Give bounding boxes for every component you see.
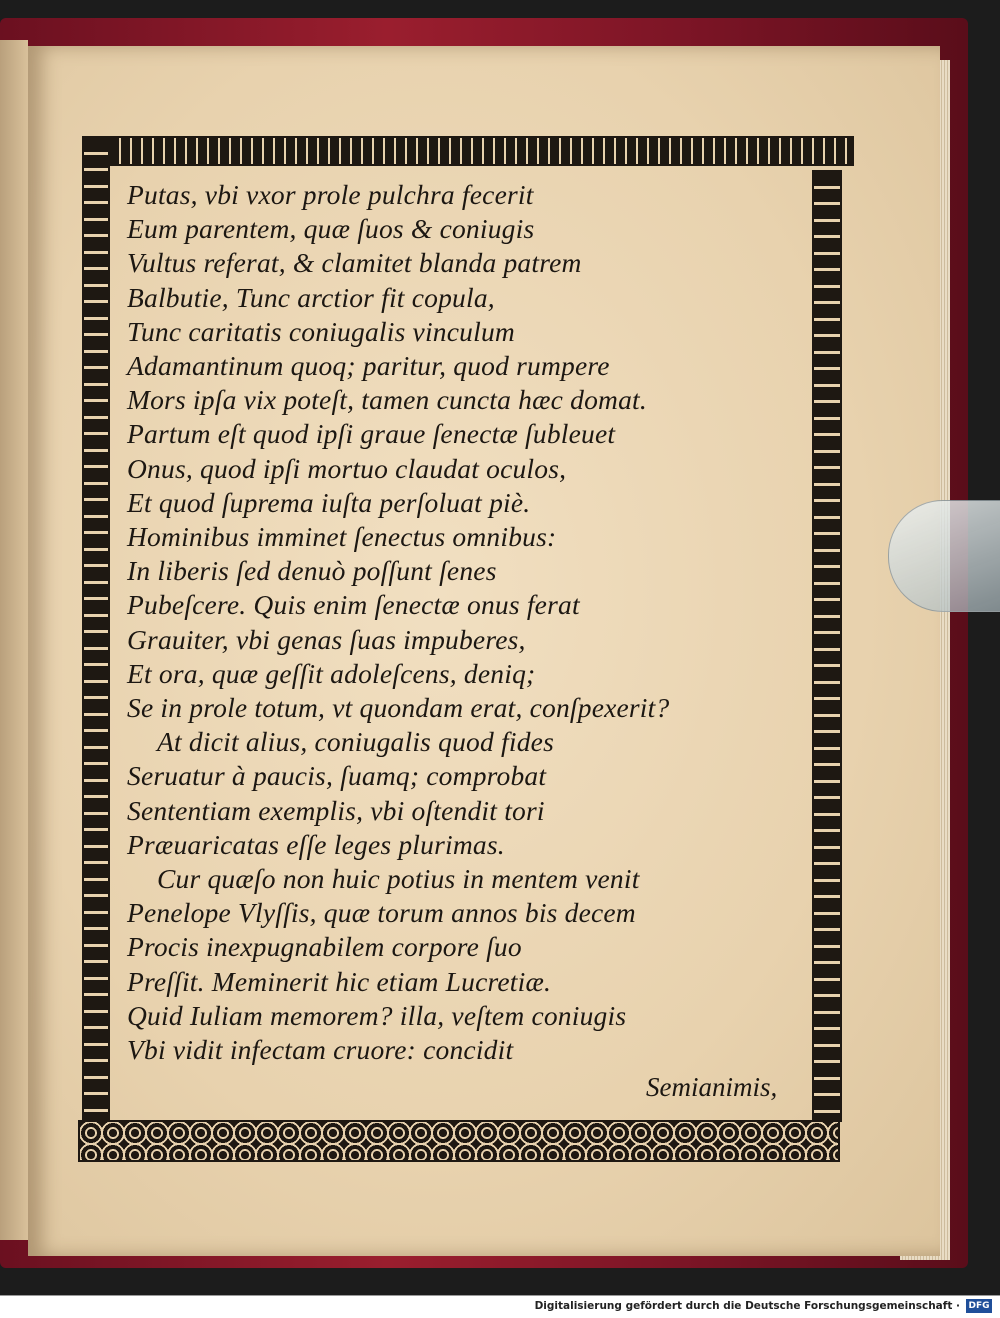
verse-line: Mors ipſa vix poteſt, tamen cuncta hæc domat. <box>127 384 647 416</box>
verse-line: Sententiam exemplis, vbi oſtendit tori <box>127 794 545 826</box>
verse-line: Vbi vidit infectam cruore: concidit <box>127 1034 514 1066</box>
verse-line: In liberis ſed denuò poſſunt ſenes <box>127 555 497 587</box>
verse-line: Se in prole totum, vt quondam erat, conſpexerit? <box>127 692 670 724</box>
dfg-logo: DFG <box>966 1299 992 1313</box>
verse-line: Seruatur à paucis, ſuamq; comprobat <box>127 760 547 792</box>
verse-line: Onus, quod ipſi mortuo claudat oculos, <box>127 452 567 484</box>
footer-bar <box>0 1295 1000 1318</box>
verse-line: Penelope Vlyſſis, quæ torum annos bis decem <box>127 897 636 929</box>
verse-line: Procis inexpugnabilem corpore ſuo <box>127 931 522 963</box>
catchword: Semianimis, <box>646 1072 778 1102</box>
verse-line: Quid Iuliam memorem? illa, veſtem coniugis <box>127 999 627 1031</box>
verse-line: Eum parentem, quæ ſuos & coniugis <box>127 213 535 245</box>
ornament-border-left <box>82 136 110 1122</box>
verse-line: Adamantinum quoq; paritur, quod rumpere <box>127 350 610 382</box>
verse-line: Pubeſcere. Quis enim ſenectæ onus ferat <box>127 589 580 621</box>
verse-line: Et ora, quæ geſſit adoleſcens, deniq; <box>127 657 536 689</box>
ornament-border-right <box>812 170 842 1122</box>
verse-line: Vultus referat, & clamitet blanda patrem <box>127 247 582 279</box>
ornament-border-bottom <box>78 1120 840 1162</box>
verse-line: Et quod ſuprema iuſta perſoluat piè. <box>127 486 531 518</box>
verse-line: Præuaricatas eſſe leges plurimas. <box>127 828 505 860</box>
page-clip <box>888 500 1000 612</box>
verse-line: Balbutie, Tunc arctior fit copula, <box>127 281 495 313</box>
verse-line: Grauiter, vbi genas ſuas impuberes, <box>127 623 526 655</box>
funding-credit: Digitalisierung gefördert durch die Deutsche Forschungsgemeinschaft · <box>534 1300 960 1312</box>
verse-line: Tunc caritatis coniugalis vinculum <box>127 315 515 347</box>
facing-page-edge <box>0 40 28 1240</box>
verse-line: Cur quæſo non huic potius in mentem venit <box>157 863 640 895</box>
ornament-border-top <box>97 136 854 166</box>
verse-line: Putas, vbi vxor prole pulchra fecerit <box>127 179 534 210</box>
verse-line: Hominibus imminet ſenectus omnibus: <box>127 521 557 553</box>
verse-text <box>127 178 807 1067</box>
verse-line: Partum eſt quod ipſi graue ſenectæ ſubleuet <box>127 418 616 450</box>
verse-line: Preſſit. Meminerit hic etiam Lucretiæ. <box>127 965 552 997</box>
verse-line: At dicit alius, coniugalis quod fides <box>157 726 554 758</box>
